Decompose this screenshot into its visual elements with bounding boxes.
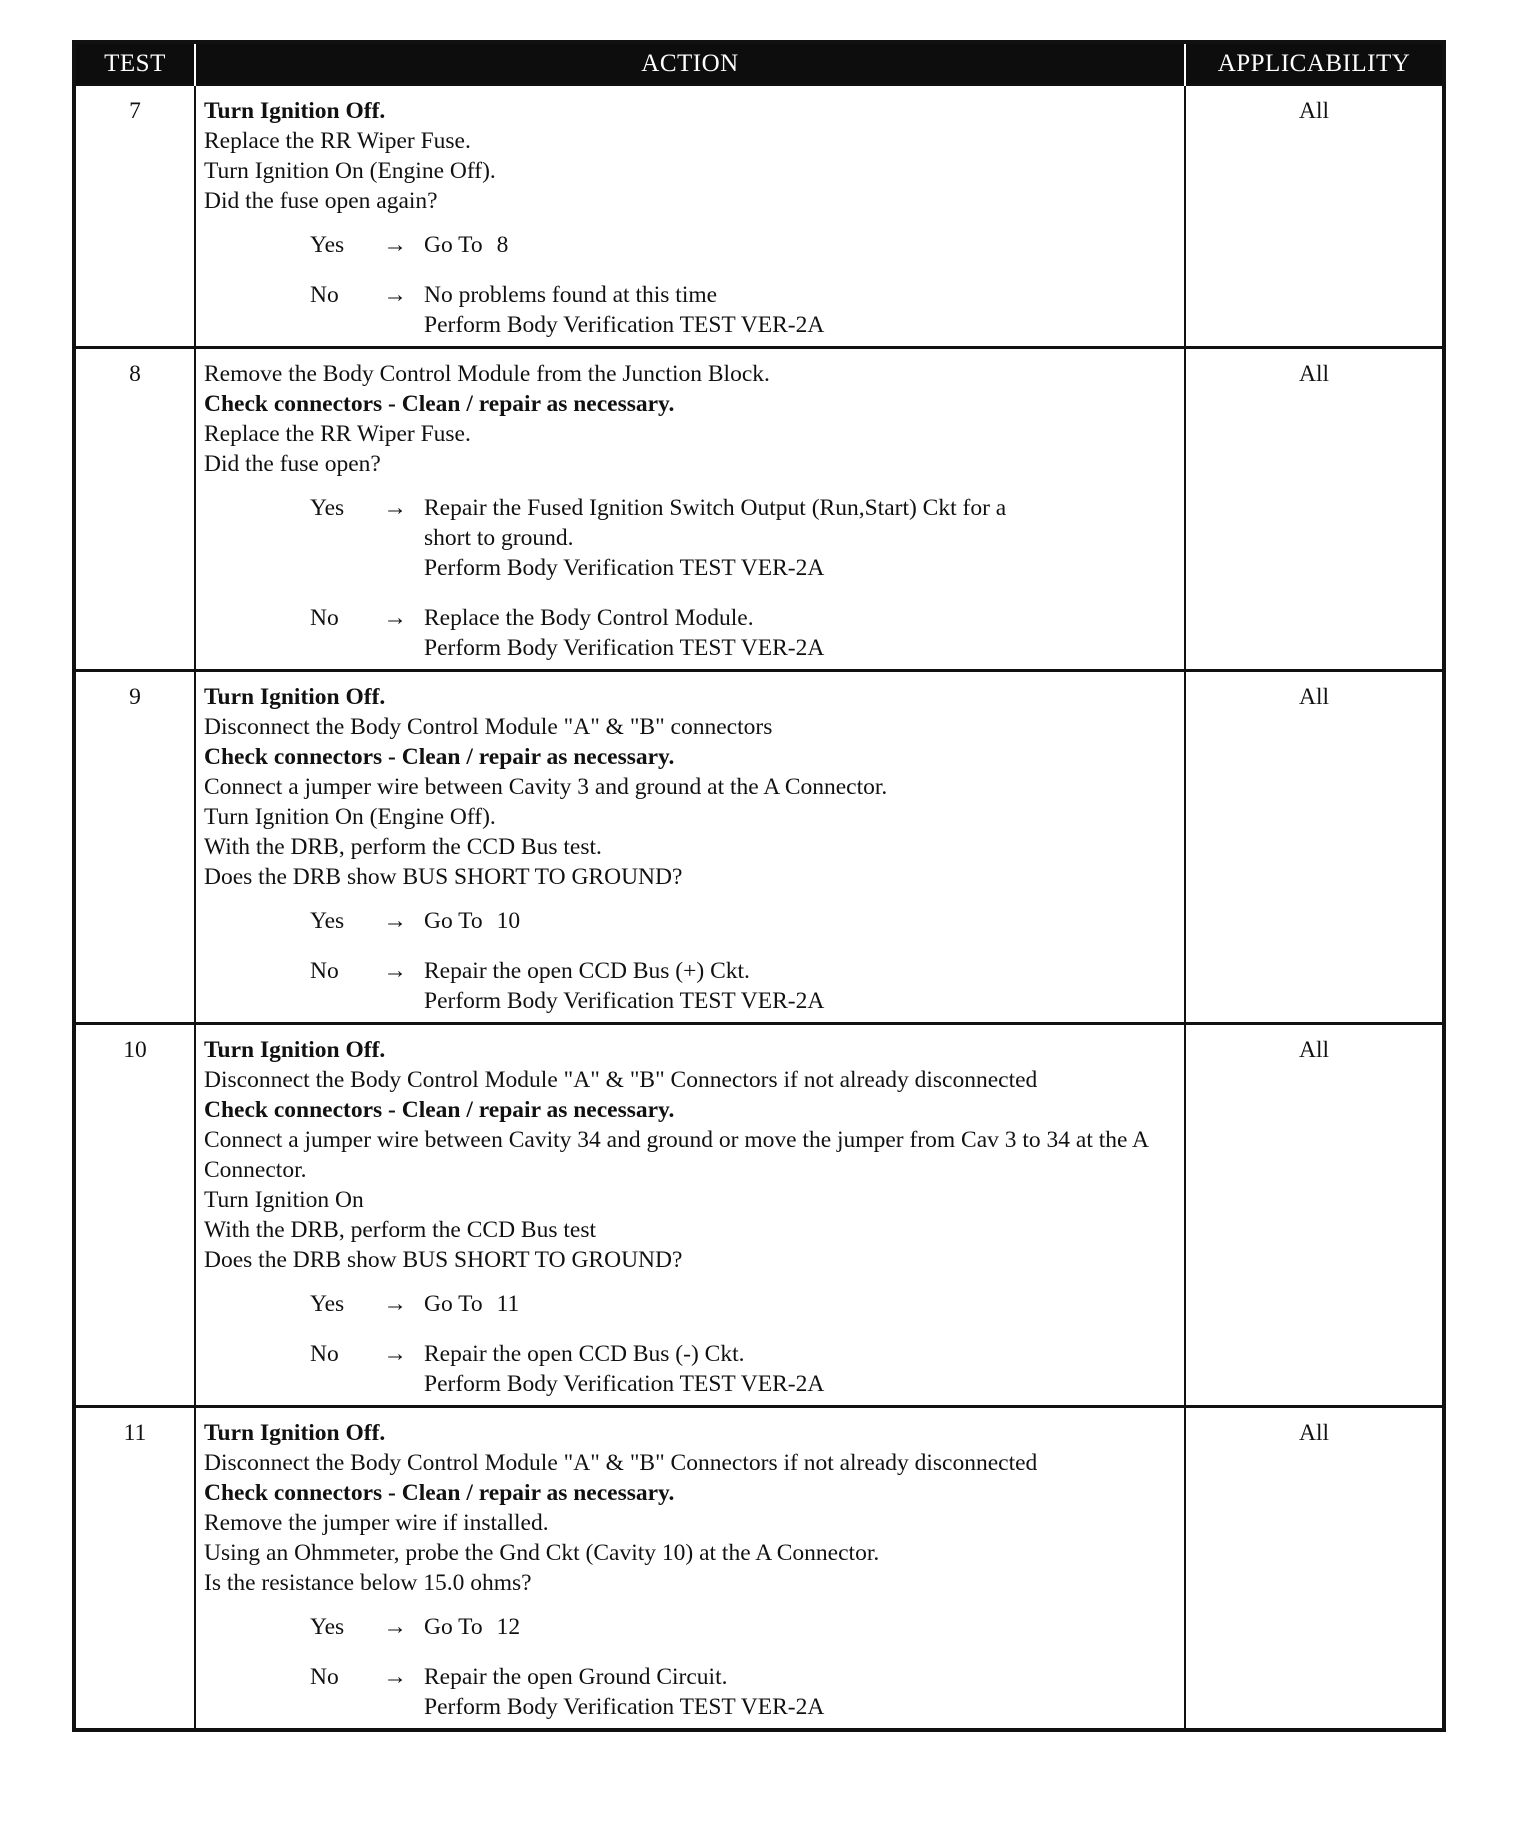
action-step: Replace the RR Wiper Fuse. (204, 421, 471, 447)
action-step: Disconnect the Body Control Module "A" & "B" Connectors if not already disconnected (204, 1450, 1038, 1476)
action-step: Using an Ohmmeter, probe the Gnd Ckt (Cavity 10) at the A Connector. (204, 1540, 880, 1566)
action-step: Connect a jumper wire between Cavity 3 and ground at the A Connector. (204, 774, 888, 800)
header-test: TEST (74, 42, 195, 85)
goto-label: Go To (424, 1614, 483, 1640)
action-step-emphasis: Check connectors - Clean / repair as necessary. (204, 744, 675, 770)
arrow-right-icon: → (383, 1341, 407, 1367)
outcome-result (418, 1662, 1176, 1722)
table-header (74, 42, 1444, 85)
goto-label: Go To (424, 232, 483, 258)
applicability-value: All (1185, 85, 1444, 348)
outcome-list (204, 1289, 1176, 1399)
outcome-no (204, 280, 1176, 340)
test-number: 10 (74, 1024, 195, 1407)
arrow-right-icon: → (383, 908, 407, 934)
outcome-line: Perform Body Verification TEST VER-2A (424, 555, 825, 581)
goto-label: Go To (424, 1291, 483, 1317)
table-body (74, 85, 1444, 1730)
outcome-result (418, 956, 1176, 1016)
table-row (74, 85, 1444, 348)
action-step: Did the fuse open again? (204, 188, 438, 214)
action-step-emphasis: Turn Ignition Off. (204, 98, 386, 124)
arrow-right-icon: → (383, 958, 407, 984)
action-cell (195, 85, 1185, 348)
outcome-line: No problems found at this time (424, 282, 718, 308)
action-cell (195, 1407, 1185, 1731)
action-step: Turn Ignition On (Engine Off). (204, 158, 496, 184)
applicability-value: All (1185, 1024, 1444, 1407)
outcome-label: Yes (310, 1291, 345, 1317)
goto-target[interactable]: 8 (496, 232, 509, 258)
test-number: 8 (74, 348, 195, 671)
goto-instruction (424, 1612, 1176, 1642)
action-step: Does the DRB show BUS SHORT TO GROUND? (204, 1247, 683, 1273)
outcome-line: Repair the open Ground Circuit. (424, 1664, 728, 1690)
outcome-result (418, 493, 1176, 583)
applicability-value: All (1185, 1407, 1444, 1731)
table-row (74, 348, 1444, 671)
outcome-result (418, 906, 1176, 936)
outcome-label: Yes (310, 232, 345, 258)
action-step-emphasis: Turn Ignition Off. (204, 684, 386, 710)
outcome-label: No (310, 1664, 339, 1690)
test-number: 9 (74, 671, 195, 1024)
outcome-yes (204, 1289, 1176, 1319)
outcome-result (418, 603, 1176, 663)
outcome-yes (204, 230, 1176, 260)
test-number: 11 (74, 1407, 195, 1731)
outcome-list (204, 906, 1176, 1016)
outcome-label: No (310, 1341, 339, 1367)
action-step-emphasis: Check connectors - Clean / repair as necessary. (204, 1097, 675, 1123)
goto-target[interactable]: 11 (496, 1291, 520, 1317)
outcome-line: short to ground. (424, 525, 574, 551)
outcome-line: Repair the open CCD Bus (-) Ckt. (424, 1341, 745, 1367)
arrow-right-icon: → (383, 1291, 407, 1317)
outcome-line: Perform Body Verification TEST VER-2A (424, 635, 825, 661)
action-step: Connect a jumper wire between Cavity 34 and ground or move the jumper from Cav 3 to 34 at the A Connector. (204, 1127, 1148, 1183)
outcome-result (418, 1339, 1176, 1399)
table-row (74, 1407, 1444, 1731)
outcome-result (418, 1612, 1176, 1642)
outcome-no (204, 1339, 1176, 1399)
action-step-emphasis: Turn Ignition Off. (204, 1037, 386, 1063)
action-step: Disconnect the Body Control Module "A" & "B" Connectors if not already disconnected (204, 1067, 1038, 1093)
outcome-line: Repair the Fused Ignition Switch Output (Run,Start) Ckt for a (424, 495, 1007, 521)
arrow-right-icon: → (383, 1664, 407, 1690)
arrow-right-icon: → (383, 605, 407, 631)
outcome-line: Perform Body Verification TEST VER-2A (424, 312, 825, 338)
outcome-list (204, 1612, 1176, 1722)
action-step: With the DRB, perform the CCD Bus test. (204, 834, 602, 860)
applicability-value: All (1185, 348, 1444, 671)
action-step: Remove the Body Control Module from the Junction Block. (204, 361, 770, 387)
header-action: ACTION (195, 42, 1185, 85)
header-applicability: APPLICABILITY (1185, 42, 1444, 85)
outcome-label: No (310, 282, 339, 308)
outcome-label: Yes (310, 495, 345, 521)
goto-instruction (424, 230, 1176, 260)
table-row (74, 1024, 1444, 1407)
goto-instruction (424, 1289, 1176, 1319)
arrow-right-icon: → (383, 232, 407, 258)
action-cell (195, 671, 1185, 1024)
diagnostic-test-table (72, 40, 1446, 1732)
outcome-label: Yes (310, 1614, 345, 1640)
outcome-label: No (310, 958, 339, 984)
goto-instruction (424, 906, 1176, 936)
outcome-no (204, 603, 1176, 663)
goto-target[interactable]: 10 (496, 908, 521, 934)
test-number: 7 (74, 85, 195, 348)
applicability-value: All (1185, 671, 1444, 1024)
action-step: Did the fuse open? (204, 451, 381, 477)
outcome-list (204, 493, 1176, 663)
outcome-yes (204, 1612, 1176, 1642)
goto-label: Go To (424, 908, 483, 934)
arrow-right-icon: → (383, 282, 407, 308)
action-step: With the DRB, perform the CCD Bus test (204, 1217, 596, 1243)
outcome-no (204, 1662, 1176, 1722)
action-step-emphasis: Check connectors - Clean / repair as necessary. (204, 1480, 675, 1506)
action-step: Is the resistance below 15.0 ohms? (204, 1570, 532, 1596)
outcome-no (204, 956, 1176, 1016)
table-row (74, 671, 1444, 1024)
arrow-right-icon: → (383, 495, 407, 521)
outcome-result (418, 1289, 1176, 1319)
action-step: Does the DRB show BUS SHORT TO GROUND? (204, 864, 683, 890)
action-step: Disconnect the Body Control Module "A" & "B" connectors (204, 714, 773, 740)
outcome-label: Yes (310, 908, 345, 934)
goto-target[interactable]: 12 (496, 1614, 521, 1640)
outcome-line: Perform Body Verification TEST VER-2A (424, 1694, 825, 1720)
outcome-line: Perform Body Verification TEST VER-2A (424, 988, 825, 1014)
action-step: Remove the jumper wire if installed. (204, 1510, 549, 1536)
outcome-result (418, 280, 1176, 340)
arrow-right-icon: → (383, 1614, 407, 1640)
outcome-result (418, 230, 1176, 260)
outcome-line: Replace the Body Control Module. (424, 605, 754, 631)
outcome-yes (204, 906, 1176, 936)
action-step: Replace the RR Wiper Fuse. (204, 128, 471, 154)
action-step-emphasis: Turn Ignition Off. (204, 1420, 386, 1446)
action-cell (195, 348, 1185, 671)
outcome-line: Repair the open CCD Bus (+) Ckt. (424, 958, 750, 984)
outcome-label: No (310, 605, 339, 631)
outcome-line: Perform Body Verification TEST VER-2A (424, 1371, 825, 1397)
action-step-emphasis: Check connectors - Clean / repair as necessary. (204, 391, 675, 417)
action-step: Turn Ignition On (Engine Off). (204, 804, 496, 830)
action-step: Turn Ignition On (204, 1187, 364, 1213)
outcome-list (204, 230, 1176, 340)
outcome-yes (204, 493, 1176, 583)
action-cell (195, 1024, 1185, 1407)
